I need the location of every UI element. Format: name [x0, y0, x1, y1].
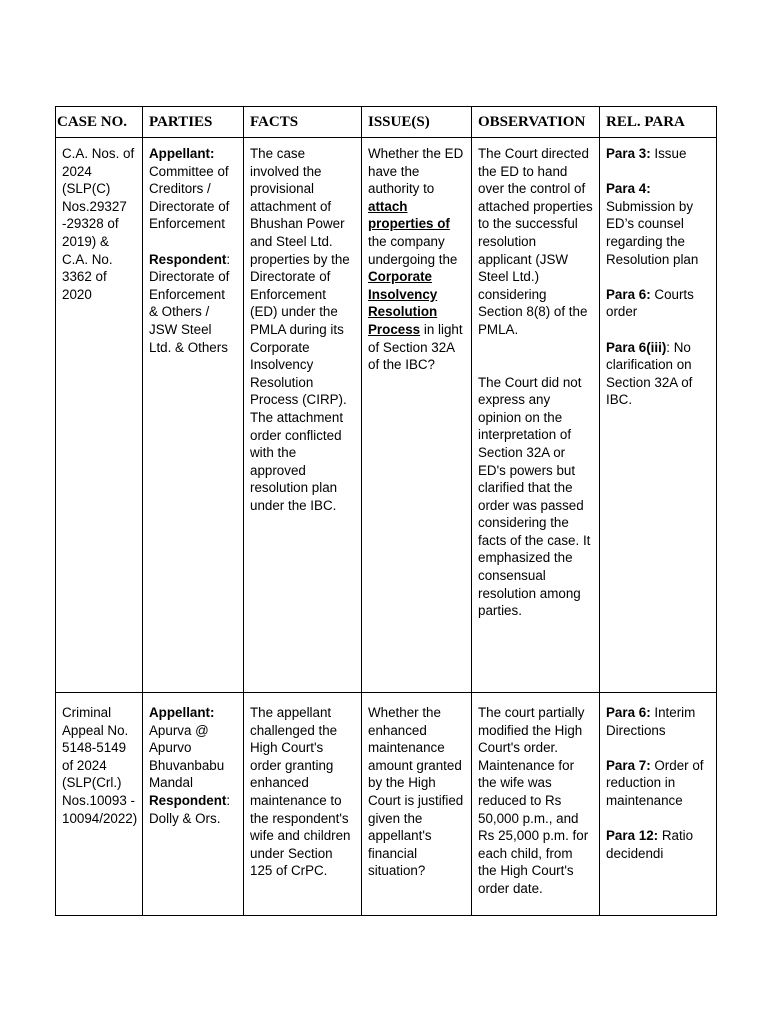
- facts-text: The case involved the provisional attachment of Bhushan Power and Steel Ltd. properties by the Directorate of Enforcement (ED) under the PMLA during its Corporate Insolvency Resolution Process (CIRP). The attachment order conflicted with the approved resolution plan under the IBC.: [250, 146, 350, 513]
- case-no-cell: [56, 693, 143, 916]
- header-facts: FACTS: [244, 107, 362, 138]
- appellant-label: Appellant:: [149, 146, 215, 161]
- parties-cell: [143, 138, 244, 693]
- observation-cell: [472, 138, 600, 693]
- issue-text: Whether the ED have the authority to attach properties of the company undergoing the Corporate Insolvency Resolution Process in light of Section 32A of the IBC?: [368, 146, 464, 373]
- issues-cell: [362, 693, 472, 916]
- para-item: Para 7: Order of reduction in maintenance: [606, 757, 704, 808]
- para-item: Para 6: Courts order: [606, 286, 694, 320]
- para-item: Para 3: Issue: [606, 146, 687, 161]
- respondent-text: : Dolly & Ors.: [149, 792, 231, 826]
- case-no-text: Criminal Appeal No. 5148-5149 of 2024 (SLP(Crl.) Nos.10093 - 10094/2022): [62, 705, 138, 826]
- appellant-text: Committee of Creditors / Directorate of Enforcement: [149, 163, 230, 232]
- header-issues: ISSUE(S): [362, 107, 472, 138]
- issue-text: Whether the enhanced maintenance amount granted by the High Court is justified given the appellant's financial situation?: [368, 705, 464, 879]
- observation-cell: [472, 693, 600, 916]
- parties-cell: [143, 693, 244, 916]
- table-row: [56, 693, 717, 916]
- header-rel-para: REL. PARA: [600, 107, 717, 138]
- para-item: Para 4: Submission by ED’s counsel regarding the Resolution plan: [606, 181, 699, 267]
- respondent-label: Respondent: [149, 792, 227, 808]
- respondent-text: : Directorate of Enforcement & Others / JSW Steel Ltd. & Others: [149, 251, 231, 355]
- observation-text-2: The Court did not express any opinion on the interpretation of Section 32A or ED's powers but clarified that the order was passed considering the facts of the case. It emphasized the consensual resolution among parties.: [478, 374, 591, 619]
- facts-text: The appellant challenged the High Court's order granting enhanced maintenance to the respondent's wife and children under Section 125 of CrPC.: [250, 705, 351, 879]
- para-item: Para 6: Interim Directions: [606, 705, 696, 738]
- para-item: Para 6(iii): No clarification on Section 32A of IBC.: [606, 339, 693, 408]
- table-row: [56, 138, 717, 693]
- case-no-cell: [56, 138, 143, 693]
- rel-para-cell: [600, 693, 717, 916]
- issues-cell: [362, 138, 472, 693]
- rel-para-cell: [600, 138, 717, 693]
- header-parties: PARTIES: [143, 107, 244, 138]
- case-no-text: C.A. Nos. of 2024 (SLP(C) Nos.29327 -29328 of 2019) & C.A. No. 3362 of 2020: [62, 146, 135, 302]
- case-summary-table: [55, 106, 717, 916]
- para-item: Para 12: Ratio decidendi: [606, 828, 694, 861]
- table-header-row: [56, 107, 717, 138]
- appellant-label: Appellant:: [149, 705, 215, 720]
- header-case-no: CASE NO.: [56, 107, 143, 138]
- observation-text: The court partially modified the High Court's order. Maintenance for the wife was reduced to Rs 50,000 p.m., and Rs 25,000 p.m. for each child, from the High Court's order date.: [478, 705, 589, 896]
- header-observation: OBSERVATION: [472, 107, 600, 138]
- facts-cell: [244, 138, 362, 693]
- observation-text-1: The Court directed the ED to hand over the control of attached properties to the successful resolution applicant (JSW Steel Ltd.) considering Section 8(8) of the PMLA.: [478, 146, 593, 337]
- appellant-text: Apurva @ Apurvo Bhuvanbabu Mandal: [149, 722, 225, 791]
- respondent-label: Respondent: [149, 251, 227, 267]
- facts-cell: [244, 693, 362, 916]
